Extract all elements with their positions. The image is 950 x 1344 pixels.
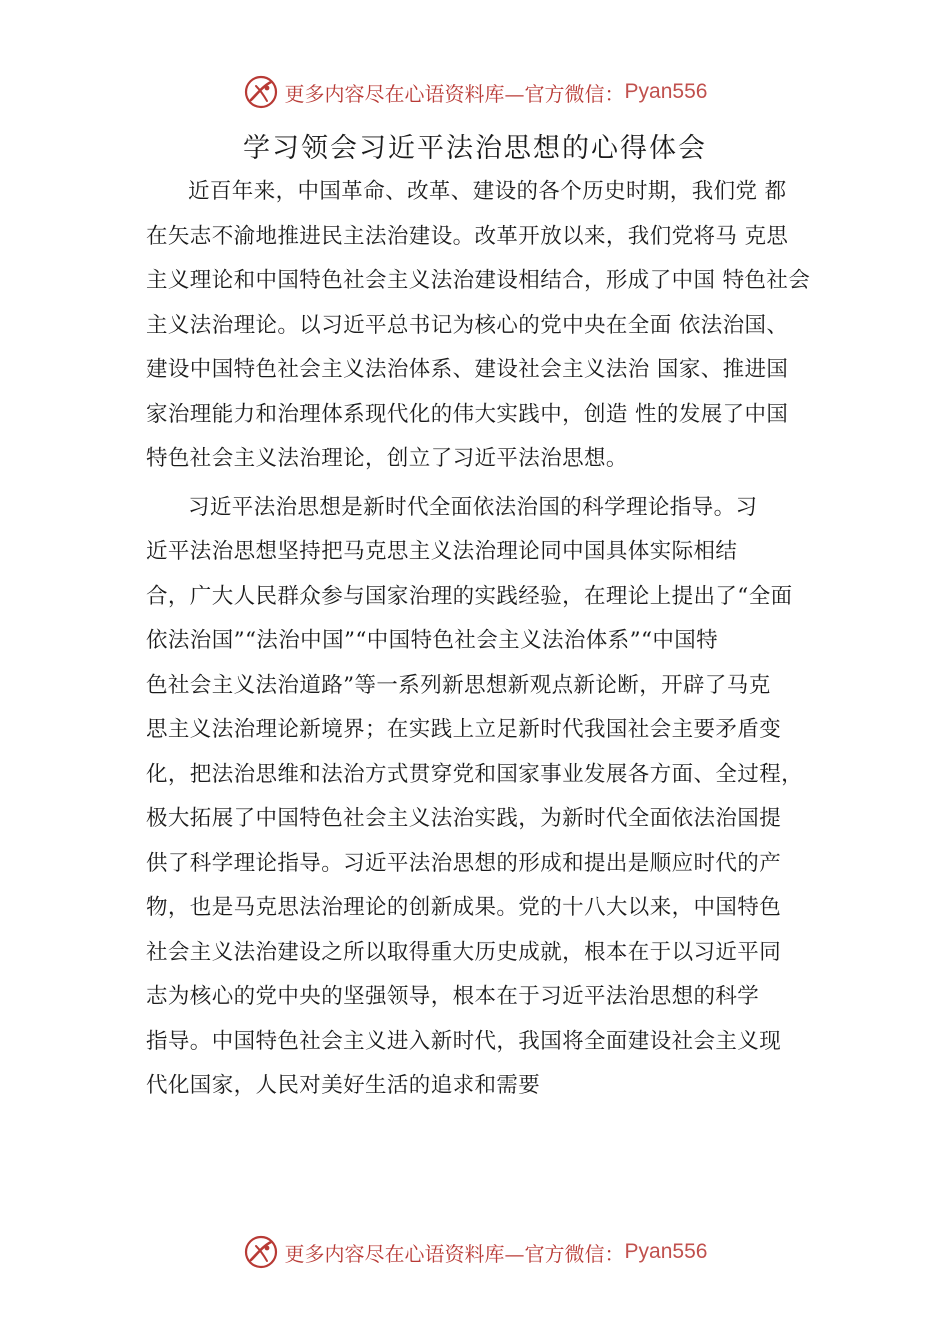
text-line: 合，广大人民群众参与国家治理的实践经验，在理论上提出了“全面 xyxy=(146,583,793,609)
text-line: 代化国家，人民对美好生活的追求和需要 xyxy=(146,1073,541,1098)
wechat-id: Pyan556 xyxy=(624,1240,708,1263)
text-line: 供了科学理论指导。习近平法治思想的形成和提出是顺应时代的产 xyxy=(146,850,782,876)
text-line: 物，也是马克思法治理论的创新成果。党的十八大以来，中国特色 xyxy=(146,895,782,920)
text-line: 志为核心的党中央的坚强领导，根本在于习近平法治思想的科学 xyxy=(146,984,760,1009)
paragraph-1 xyxy=(146,170,836,482)
header-banner xyxy=(0,70,950,114)
footer-banner xyxy=(0,1230,950,1274)
text-line: 主义理论和中国特色社会主义法治建设相结合，形成了中国 特色社会 xyxy=(146,268,811,293)
text-line: 化，把法治思维和法治方式贯穿党和国家事业发展各方面、全过程， xyxy=(146,761,804,787)
text-line: 近平法治思想坚持把马克思主义法治理论同中国具体实际相结 xyxy=(146,539,738,564)
text-line: 家治理能力和治理体系现代化的伟大实践中，创造 性的发展了中国 xyxy=(146,401,789,427)
text-line: 依法治国”“法治中国”“中国特色社会主义法治体系”“中国特 xyxy=(146,628,719,653)
document-title: 学习领会习近平法治思想的心得体会 xyxy=(243,133,707,164)
text-line: 指导。中国特色社会主义进入新时代，我国将全面建设社会主义现 xyxy=(146,1028,782,1054)
brand-logo-icon xyxy=(243,1234,279,1270)
brand-logo-icon xyxy=(243,74,279,110)
banner-text: 更多内容尽在心语资料库—官方微信： xyxy=(284,81,625,106)
text-line: 主义法治理论。以习近平总书记为核心的党中央在全面 依法治国、 xyxy=(146,312,789,338)
text-line: 特色社会主义法治理论，创立了习近平法治思想。 xyxy=(146,446,628,471)
paragraph-2 xyxy=(146,486,836,1109)
text-line: 思主义法治理论新境界；在实践上立足新时代我国社会主要矛盾变 xyxy=(146,717,782,742)
document-body xyxy=(146,170,836,1109)
wechat-id: Pyan556 xyxy=(624,80,708,103)
text-line: 近百年来，中国革命、改革、建设的各个历史时期，我们党 都 xyxy=(188,179,787,204)
text-line: 习近平法治思想是新时代全面依法治国的科学理论指导。习 xyxy=(188,494,758,520)
text-line: 色社会主义法治道路”等一系列新思想新观点新论断，开辟了马克 xyxy=(146,672,771,698)
text-line: 建设中国特色社会主义法治体系、建设社会主义法治 国家、推进国 xyxy=(146,357,789,382)
text-line: 在矢志不渝地推进民主法治建设。改革开放以来，我们党将马 克思 xyxy=(146,223,789,249)
banner-text: 更多内容尽在心语资料库—官方微信： xyxy=(284,1241,625,1266)
text-line: 极大拓展了中国特色社会主义法治实践，为新时代全面依法治国提 xyxy=(146,806,782,831)
text-line: 社会主义法治建设之所以取得重大历史成就，根本在于以习近平同 xyxy=(146,939,782,965)
